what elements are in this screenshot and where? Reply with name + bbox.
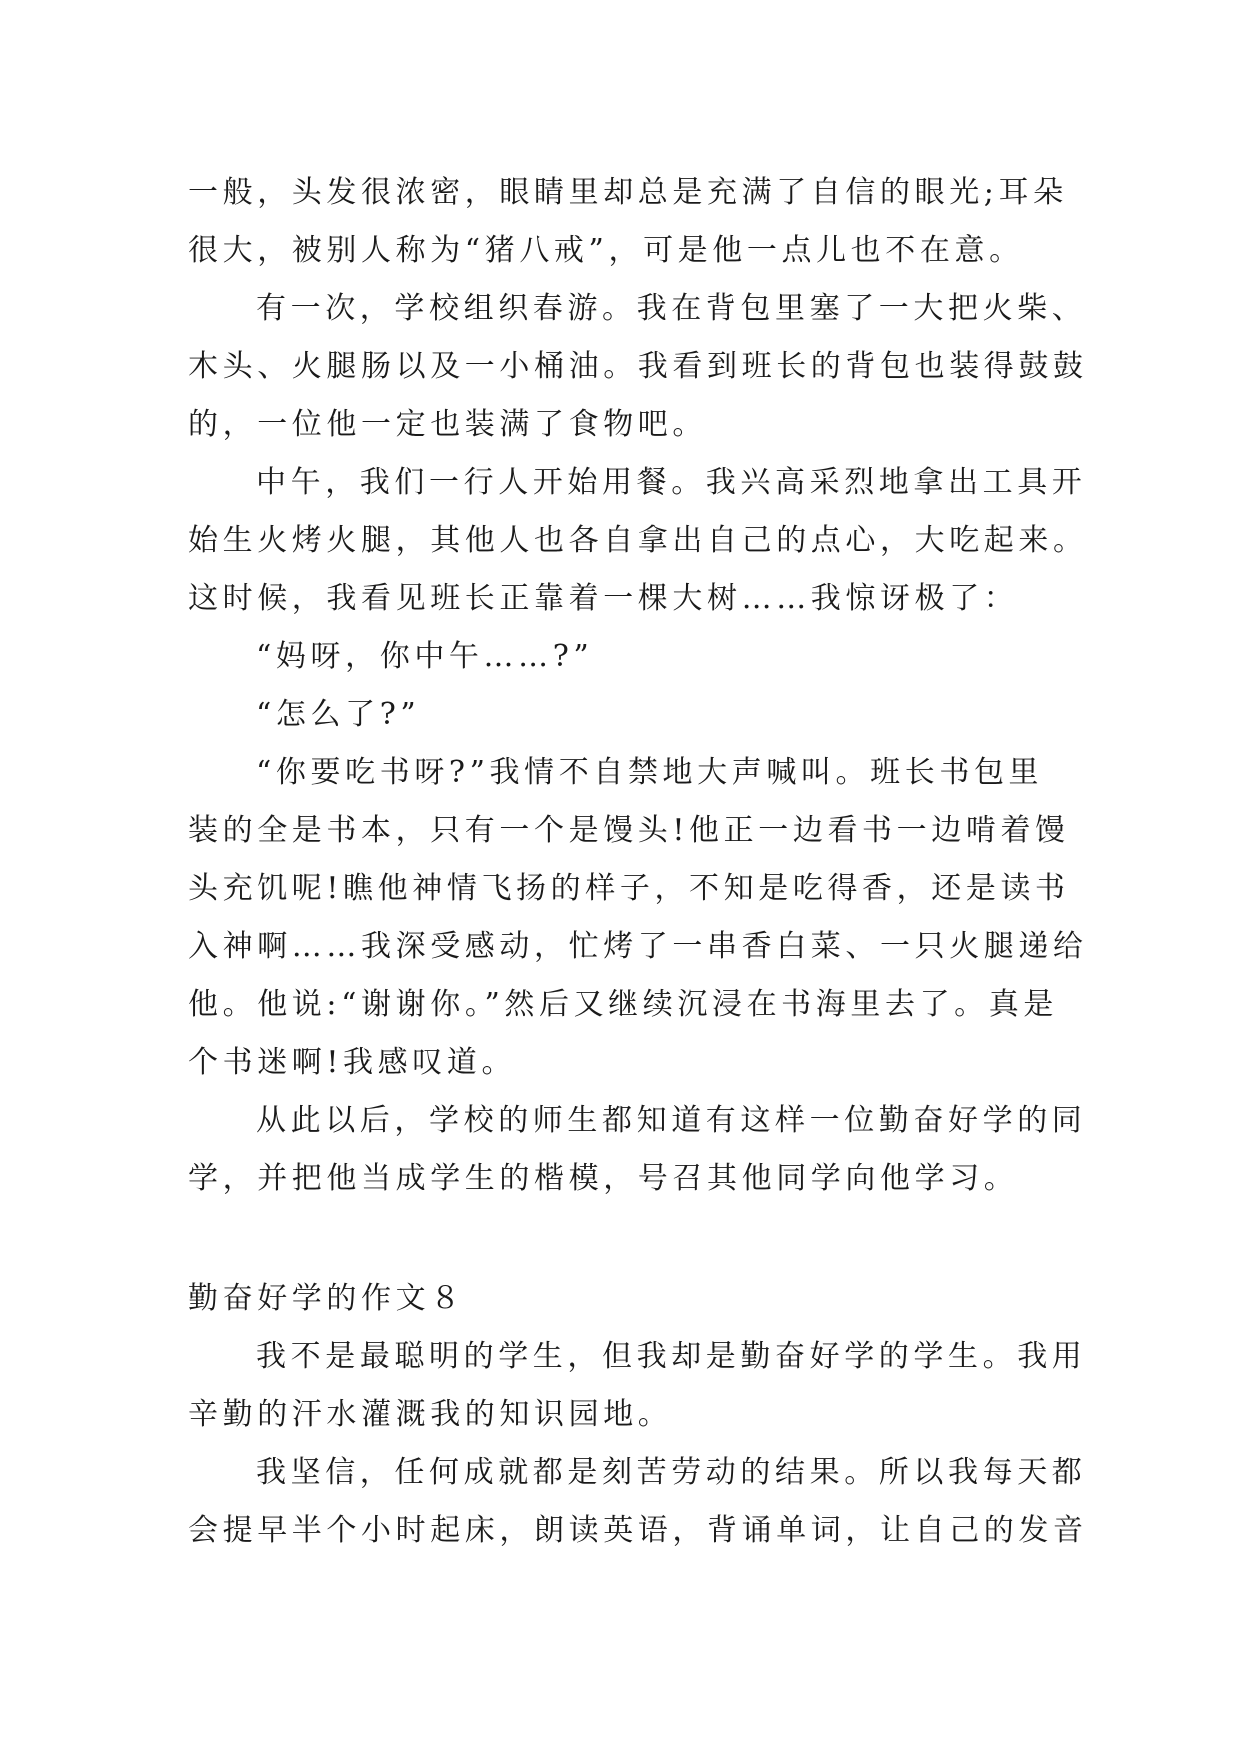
text-line: 入神啊……我深受感动，忙烤了一串香白菜、一只火腿递给 [188, 929, 1088, 964]
text-line: 的，一位他一定也装满了食物吧。 [188, 407, 707, 442]
paragraph-start-line: 我不是最聪明的学生，但我却是勤奋好学的学生。我用 [256, 1339, 1087, 1374]
text-line: 这时候，我看见班长正靠着一棵大树……我惊讶极了： [188, 581, 1019, 616]
text-line: 他。他说:“谢谢你。”然后又继续沉浸在书海里去了。真是 [188, 987, 1058, 1022]
text-line: 一般，头发很浓密，眼睛里却总是充满了自信的眼光;耳朵 [188, 175, 1068, 210]
paragraph-start-line: 我坚信，任何成就都是刻苦劳动的结果。所以我每天都 [256, 1455, 1087, 1490]
section-gap [188, 1208, 1058, 1270]
text-line: 会提早半个小时起床，朗读英语，背诵单词，让自己的发音 [188, 1513, 1088, 1548]
document-body [188, 164, 1088, 1560]
text-line: 装的全是书本，只有一个是馒头!他正一边看书一边啃着馒 [188, 813, 1070, 848]
text-line: 个书迷啊!我感叹道。 [188, 1045, 517, 1080]
paragraph-start-line: 从此以后，学校的师生都知道有这样一位勤奋好学的同 [256, 1103, 1087, 1138]
text-line: 很大，被别人称为“猪八戒”，可是他一点儿也不在意。 [188, 233, 1024, 268]
paragraph-start-line: 有一次，学校组织春游。我在背包里塞了一大把火柴、 [256, 291, 1087, 326]
section-heading: 勤奋好学的作文８ [188, 1281, 465, 1316]
text-line: 始生火烤火腿，其他人也各自拿出自己的点心，大吃起来。 [188, 523, 1088, 558]
text-line: 辛勤的汗水灌溉我的知识园地。 [188, 1397, 673, 1432]
dialogue-line: “妈呀，你中午……?” [256, 639, 594, 674]
text-line: 头充饥呢!瞧他神情飞扬的样子，不知是吃得香，还是读书 [188, 871, 1070, 906]
paragraph-start-line: 中午，我们一行人开始用餐。我兴高采烈地拿出工具开 [256, 465, 1087, 500]
text-line: 木头、火腿肠以及一小桶油。我看到班长的背包也装得鼓鼓 [188, 349, 1088, 384]
text-line: 学，并把他当成学生的楷模，号召其他同学向他学习。 [188, 1161, 1019, 1196]
dialogue-line: “怎么了?” [256, 697, 421, 732]
paragraph-start-line: “你要吃书呀?”我情不自禁地大声喊叫。班长书包里 [256, 755, 1044, 790]
